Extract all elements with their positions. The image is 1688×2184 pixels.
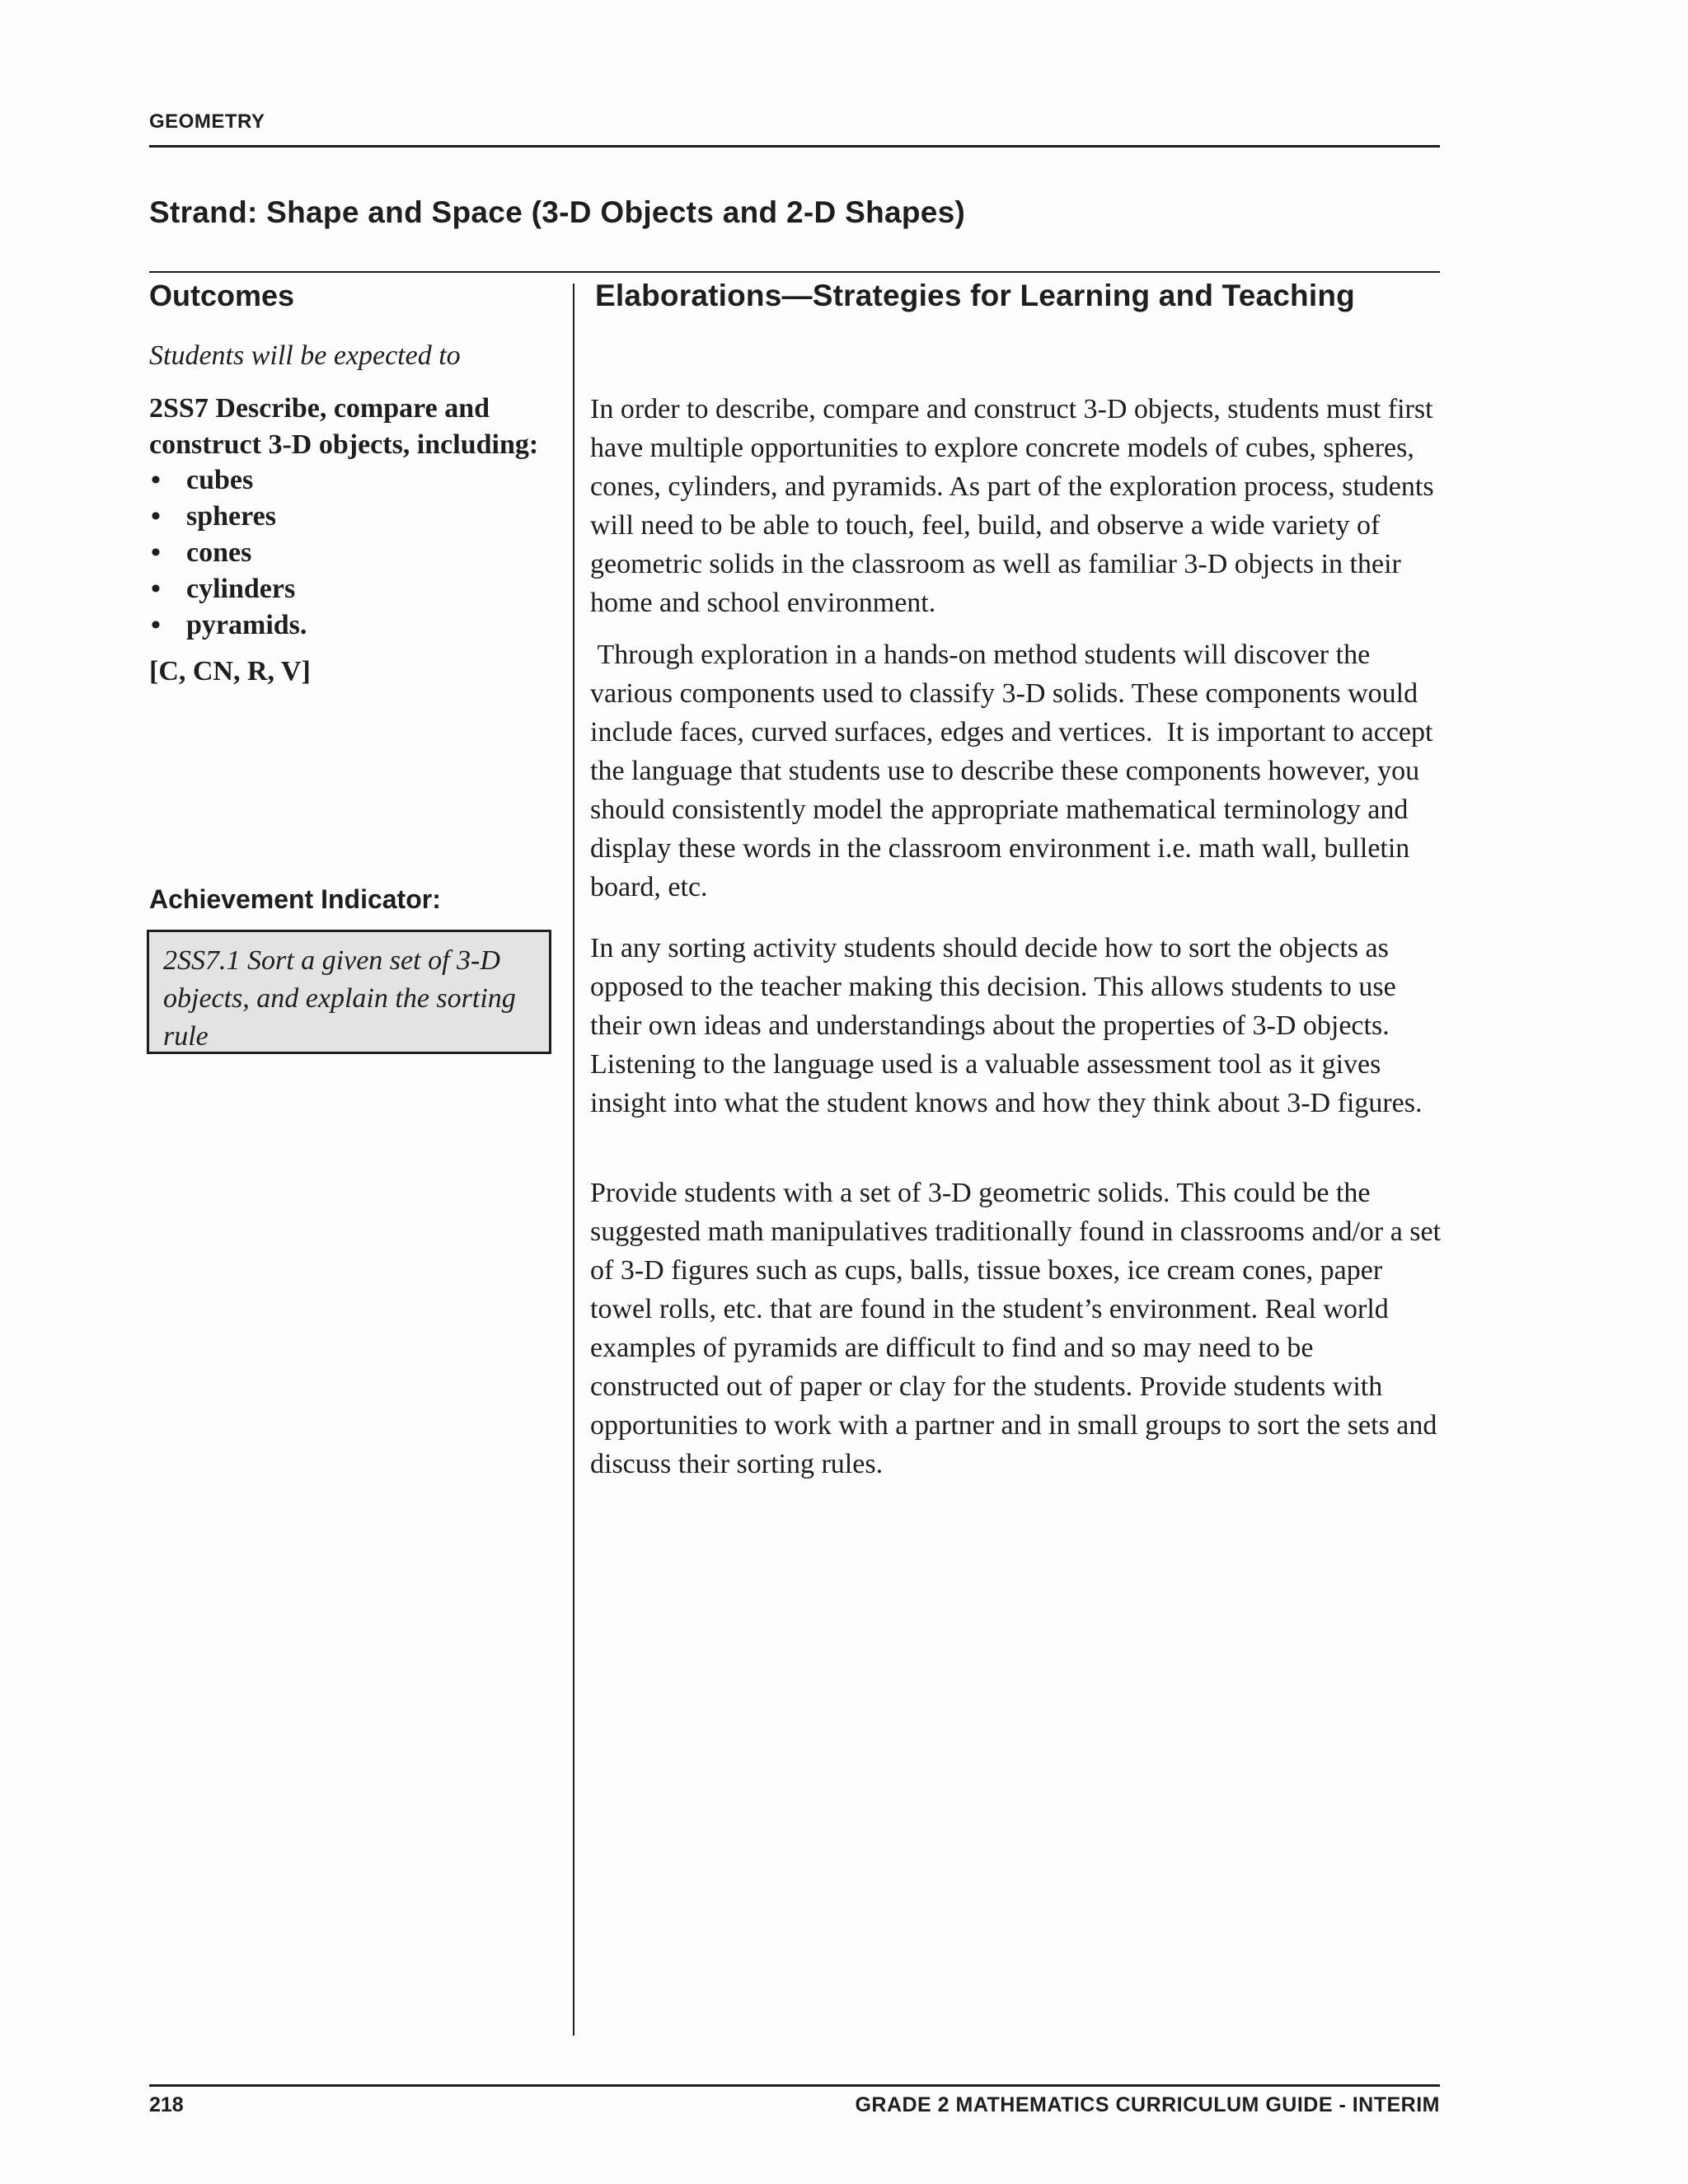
achievement-indicator-text: 2SS7.1 Sort a given set of 3-D objects, and explain the sorting rule [163, 945, 516, 1052]
list-item: • cubes [149, 462, 307, 499]
process-codes: [C, CN, R, V] [149, 656, 311, 687]
elaboration-paragraph: Through exploration in a hands-on method students will discover the various components used to classify 3-D solids. These components would include faces, curved surfaces, edges and vertices. It is important to accept the language that students use to describe these components however, you should consistently model the appropriate mathematical terminology and display these words in the classroom environment i.e. math wall, bulletin board, etc. [590, 640, 1440, 902]
elaborations-heading: Elaborations—Strategies for Learning and Teaching [595, 279, 1355, 312]
achievement-indicator-box [147, 930, 551, 1054]
column-divider [573, 284, 574, 2036]
header-rule [149, 145, 1440, 148]
list-item: • cylinders [149, 571, 307, 607]
list-item: • cones [149, 535, 307, 571]
title-rule [149, 271, 1440, 273]
outcomes-heading: Outcomes [149, 279, 295, 312]
list-item: • pyramids. [149, 607, 307, 644]
outcome-list [149, 462, 307, 644]
elaboration-paragraph: In order to describe, compare and construct 3-D objects, students must first have multiple opportunities to explore concrete models of cubes, spheres, cones, cylinders, and pyramids. As part of the exploration process, students will need to be able to touch, feel, build, and observe a wide variety of geometric solids in the classroom as well as familiar 3-D objects in their home and school environment. [590, 394, 1434, 618]
achievement-indicator-heading: Achievement Indicator: [149, 884, 441, 914]
section-label: GEOMETRY [149, 110, 265, 133]
outcome-statement: 2SS7 Describe, compare and construct 3-D objects, including: [149, 393, 539, 460]
page-number: 218 [149, 2093, 184, 2116]
elaboration-paragraph: In any sorting activity students should decide how to sort the objects as opposed to the teacher making this decision. This allows students to use their own ideas and understandings about the properties of 3-D objects. Listening to the language used is a valuable assessment tool as it gives insight into what the student knows and how they think about 3-D figures. [590, 933, 1423, 1118]
outcomes-intro: Students will be expected to [149, 340, 461, 371]
footer-rule [149, 2084, 1440, 2087]
page-title: Strand: Shape and Space (3-D Objects and 2-D Shapes) [149, 195, 966, 229]
list-item: • spheres [149, 499, 307, 535]
footer-title: GRADE 2 MATHEMATICS CURRICULUM GUIDE - INTERIM [855, 2093, 1440, 2116]
elaboration-paragraph: Provide students with a set of 3-D geometric solids. This could be the suggested math manipulatives traditionally found in classrooms and/or a set of 3-D figures such as cups, balls, tissue boxes, ice cream cones, paper towel rolls, etc. that are found in the student’s environment. Real world examples of pyramids are difficult to find and so may need to be constructed out of paper or clay for the students. Provide students with opportunities to work with a partner and in small groups to sort the sets and discuss their sorting rules. [590, 1178, 1442, 1479]
